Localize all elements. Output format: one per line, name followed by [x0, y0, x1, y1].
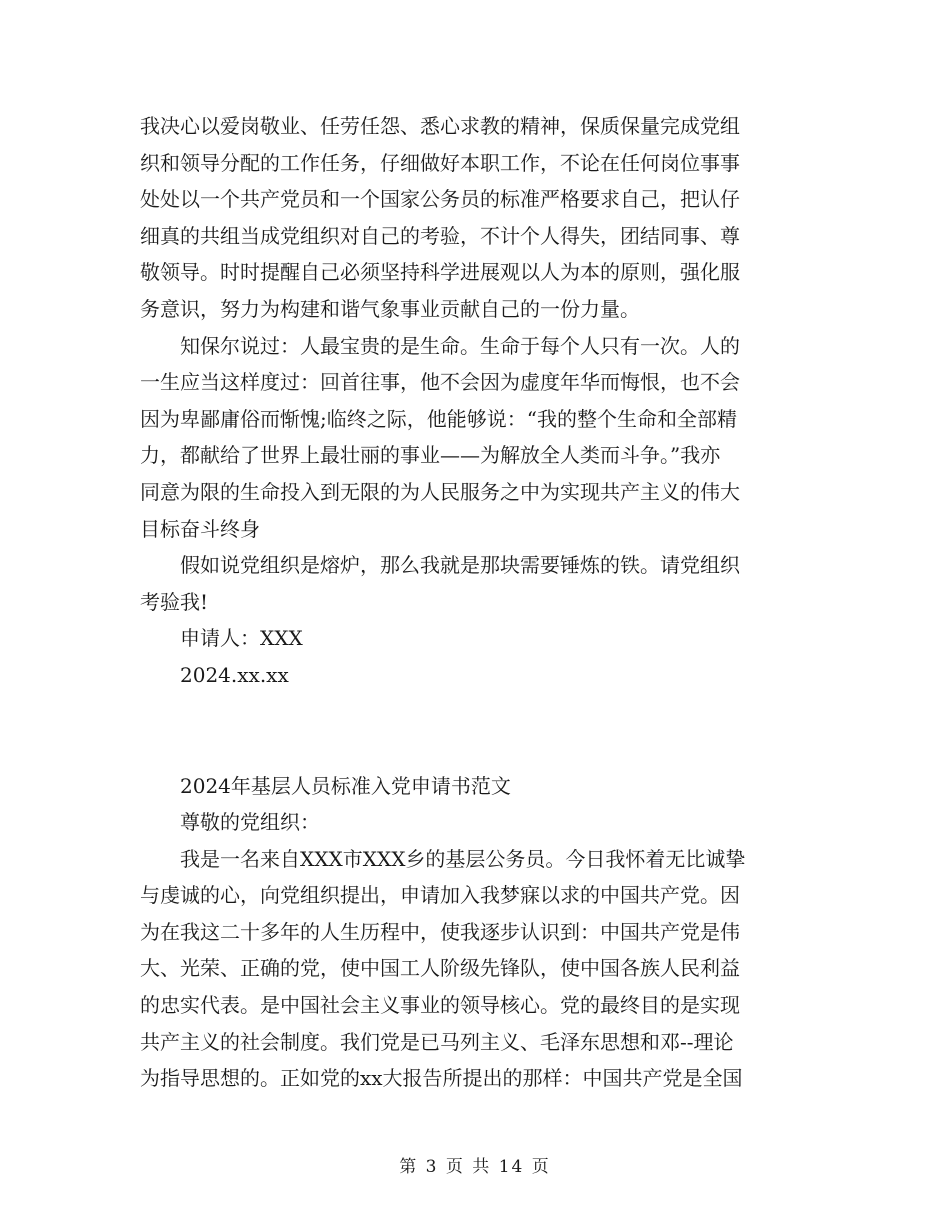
text-line: 与虔诚的心，向党组织提出，申请加入我梦寐以求的中国共产党。因 [140, 883, 740, 908]
document-body [140, 108, 812, 1097]
page-footer: 第 3 页 共 14 页 [399, 1157, 551, 1177]
text-line: 因为卑鄙庸俗而惭愧;临终之际，他能够说：“我的整个生命和全部精 [140, 406, 737, 431]
section-title: 2024年基层人员标准入党申请书范文 [140, 773, 511, 798]
text-line: 织和领导分配的工作任务，仔细做好本职工作，不论在任何岗位事事 [140, 150, 740, 175]
salutation: 尊敬的党组织： [140, 810, 320, 835]
text-line: 的忠实代表。是中国社会主义事业的领导核心。党的最终目的是实现 [140, 993, 740, 1018]
text-line: 大、光荣、正确的党，使中国工人阶级先锋队，使中国各族人民利益 [140, 956, 740, 981]
text-line: 为指导思想的。正如党的xx大报告所提出的那样：中国共产党是全国 [140, 1066, 743, 1091]
text-line: 我是一名来自XXX市XXX乡的基层公务员。今日我怀着无比诚挚 [140, 846, 746, 871]
applicant-signature: 申请人：XXX [140, 626, 303, 651]
application-date: 2024.xx.xx [140, 662, 289, 687]
text-line: 考验我! [140, 589, 209, 614]
text-line: 同意为限的生命投入到无限的为人民服务之中为实现共产主义的伟大 [140, 479, 740, 504]
text-line: 假如说党组织是熔炉，那么我就是那块需要锤炼的铁。请党组织 [140, 553, 740, 578]
text-line: 共产主义的社会制度。我们党是已马列主义、毛泽东思想和邓--理论 [140, 1029, 734, 1054]
text-line: 目标奋斗终身 [140, 516, 260, 541]
paragraph-group-1 [140, 108, 812, 694]
text-line: 细真的共组当成党组织对自己的考验，不计个人得失，团结同事、尊 [140, 223, 740, 248]
section-gap [140, 694, 812, 768]
paragraph-group-2 [140, 768, 812, 1097]
text-line: 处处以一个共产党员和一个国家公务员的标准严格要求自己，把认仔 [140, 187, 740, 212]
text-line: 为在我这二十多年的人生历程中，使我逐步认识到：中国共产党是伟 [140, 919, 740, 944]
text-line: 敬领导。时时提醒自己必须坚持科学进展观以人为本的原则，强化服 [140, 260, 740, 285]
text-line: 知保尔说过：人最宝贵的是生命。生命于每个人只有一次。人的 [140, 333, 740, 358]
text-line: 力，都献给了世界上最壮丽的事业——为解放全人类而斗争。”我亦 [140, 443, 721, 468]
text-line: 一生应当这样度过：回首往事，他不会因为虚度年华而悔恨，也不会 [140, 370, 740, 395]
text-line: 务意识，努力为构建和谐气象事业贡献自己的一份力量。 [140, 296, 640, 321]
text-line: 我决心以爱岗敬业、任劳任怨、悉心求教的精神，保质保量完成党组 [140, 114, 740, 138]
